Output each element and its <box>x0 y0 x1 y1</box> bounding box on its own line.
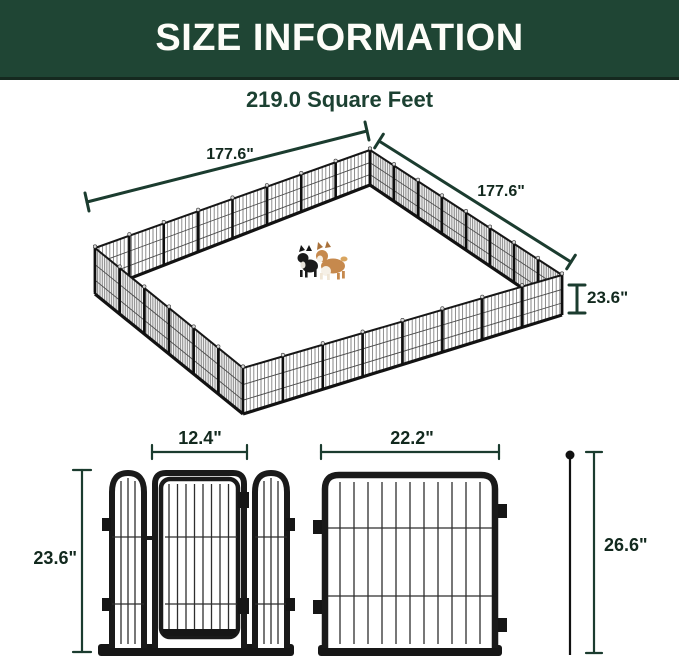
panel-width-label: 22.2" <box>390 428 434 448</box>
door-height-label: 23.6" <box>33 548 77 568</box>
door-hinge <box>238 598 249 614</box>
door-panel-assembly <box>98 473 295 656</box>
right-side-panel <box>255 473 295 648</box>
corgi-illustration <box>316 241 348 280</box>
single-panel <box>313 475 507 656</box>
area-subtitle: 219.0 Square Feet <box>245 87 434 112</box>
door-hinge <box>238 492 249 508</box>
pen-height-label: 23.6" <box>587 288 629 307</box>
door-panel <box>141 473 249 648</box>
dimension-stake-length <box>586 452 648 653</box>
dimension-pen-height <box>569 285 628 313</box>
header-banner <box>0 0 679 80</box>
french-bulldog-illustration <box>298 245 319 278</box>
stake-length-label: 26.6" <box>604 535 648 555</box>
page-title: SIZE INFORMATION <box>155 17 524 59</box>
door-width-label: 12.4" <box>178 428 222 448</box>
dimension-door-height <box>33 470 91 652</box>
ground-stake <box>566 451 575 656</box>
right-side-length-label: 177.6" <box>477 183 525 200</box>
left-side-length-label: 177.6" <box>206 146 254 163</box>
dimension-door-width <box>152 428 247 459</box>
dimension-panel-width <box>321 428 499 459</box>
stake-ball-top <box>566 451 575 460</box>
left-side-panel <box>102 473 144 648</box>
door-latch <box>141 536 157 540</box>
